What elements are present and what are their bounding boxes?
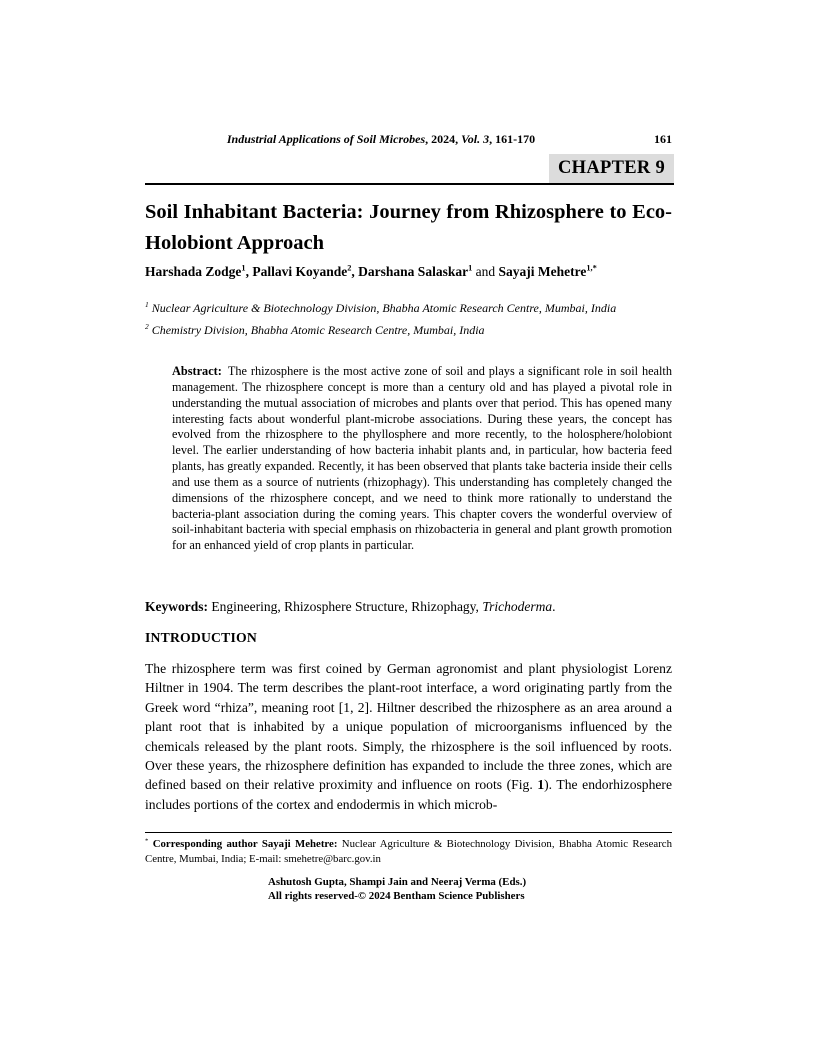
affiliation-line-2 [145, 323, 672, 338]
affiliations-block [145, 301, 672, 345]
keywords-italic-term: Trichoderma [482, 599, 553, 614]
corresponding-author-label: Corresponding author Sayaji Mehetre: [152, 838, 338, 850]
affiliation-line-1 [145, 301, 672, 316]
affiliation-1-text: Nuclear Agriculture & Biotechnology Division, Bhabha Atomic Research Centre, Mumbai, India [148, 301, 617, 315]
intro-paragraph [145, 659, 672, 814]
header-year: , 2024, [425, 132, 462, 146]
figure-reference: 1 [537, 777, 545, 793]
author-name-4: Sayaji Mehetre$^{1,*}$ [498, 263, 597, 279]
author-name-2: Pallavi Koyande$^2$ [252, 263, 352, 279]
page-title: Soil Inhabitant Bacteria: Journey from Rhizosphere to Eco-Holobiont Approach [145, 201, 672, 254]
page-number: 161 [654, 132, 672, 146]
keywords-line [145, 598, 672, 616]
imprint-rights: All rights reserved-© 2024 Bentham Science Publishers [268, 890, 525, 902]
author-separator-1: , [245, 264, 253, 279]
keywords-label: Keywords: [145, 599, 208, 614]
authors-line [145, 262, 672, 282]
corresponding-author-footnote [145, 837, 672, 866]
abstract-label: Abstract: [172, 364, 222, 378]
author-2-affiliation-sup: 2 [347, 263, 352, 273]
abstract-text: The rhizosphere is the most active zone of soil and plays a significant role in soil health management. The rhizosphere concept is more than a century old and has played a pivotal role in understanding the mutual association of microbes and plants over that period. This has opened many interesting facts about wonderful plant-microbe associations. During these years, the concept has evolved from the rhizosphere to the phyllosphere and more recently, to the holosphere/holobiont level. The earlier understanding of how bacteria inhabit plants and, in particular, how bacteria feed plants, has greatly expanded. Recently, it has been observed that plants take bacteria inside their cells and use them as a source of nutrients (rhizophagy). This understanding has completely changed the dimensions of the rhizosphere concept, and we need to think more rationally to understand the bacteria-plant association during the coming years. This chapter covers the wonderful overview of soil-inhabitant bacteria with special emphasis on rhizobacteria in general and plant growth promotion for an enhanced yield of crop plants in particular. [172, 364, 672, 553]
header-pages: , 161-170 [489, 132, 536, 146]
author-name-1: Harshada Zodge$^1$ [145, 263, 246, 279]
intro-text-before-fig: The rhizosphere term was first coined by German agronomist and plant physiologist Lorenz Hiltner in 1904. The term describes the plant-root interface, a word originating partly from the Greek word “rhiza”, meaning root [1, 2]. Hiltner described the rhizosphere as an area around a plant root that is inhabited by a unique population of microorganisms influenced by the chemicals released by the plant roots. Simply, the rhizosphere is the soil influenced by roots. Over these years, the rhizosphere definition has expanded to include the three zones, which are defined based on their relative proximity and influence on roots (Fig. [145, 661, 672, 793]
header-divider [145, 183, 674, 185]
section-heading-introduction: INTRODUCTION [145, 630, 257, 645]
intro-text-after-fig: ). The endorhizosphere includes portions of the cortex and endodermis in which microb- [145, 777, 672, 812]
author-name-3: Darshana Salaskar$^1$ [358, 263, 473, 279]
affiliation-2-marker: 2 [145, 322, 149, 331]
author-1-affiliation-sup: 1 [241, 263, 246, 273]
author-separator-2: , [351, 264, 359, 279]
affiliation-1-marker: 1 [145, 300, 149, 309]
footnote-text: Nuclear Agriculture & Biotechnology Division, Bhabha Atomic Research Centre, Mumbai, India; E-mail: [145, 838, 672, 865]
running-header [145, 132, 672, 147]
abstract-section [172, 364, 672, 554]
footnote-divider [145, 832, 672, 833]
keywords-terminator: . [552, 599, 556, 614]
affiliation-2-text: Chemistry Division, Bhabha Atomic Research Centre, Mumbai, India [148, 323, 485, 337]
authors-conjunction: and [472, 264, 499, 279]
email-text: smehetre@barc.gov.in [284, 852, 381, 865]
author-3-affiliation-sup: 1 [468, 263, 473, 273]
keywords-list: Engineering, Rhizosphere Structure, Rhizophagy, [208, 599, 483, 614]
publisher-imprint [268, 875, 526, 903]
chapter-badge: CHAPTER 9 [549, 154, 674, 183]
imprint-editors: Ashutosh Gupta, Shampi Jain and Neeraj Verma (Eds.) [268, 876, 527, 888]
header-volume: Vol. 3 [461, 132, 490, 146]
footnote-marker: * [145, 837, 149, 845]
journal-title: Industrial Applications of Soil Microbes [226, 132, 426, 146]
author-4-affiliation-sup: 1,* [586, 263, 597, 273]
